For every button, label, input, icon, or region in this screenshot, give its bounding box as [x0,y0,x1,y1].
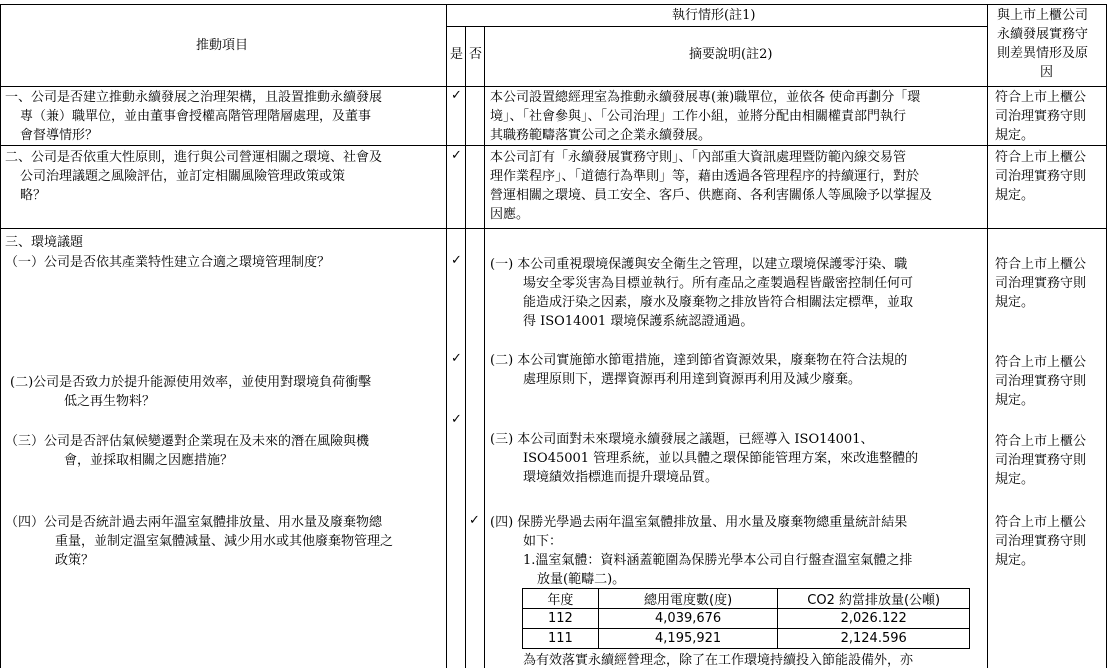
a1-line: 場安全零災害為目標並執行。所有產品之產製過程皆嚴密控制任何可 [523,276,914,291]
d1-line: 符合上市上櫃公 [995,257,1087,272]
d4-line: 符合上市上櫃公 [995,515,1087,530]
d3-line: 規定。 [995,472,1035,487]
header-diff-line: 因 [1040,65,1054,80]
d2-line: 規定。 [995,393,1035,408]
a3-line: (三) 本公司面對未來環境永續發展之議題，已經導入 ISO14001、 [490,432,874,447]
d3-line: 符合上市上櫃公 [995,434,1087,449]
row2-summary-line: 理作業程序」、「道德行為準則」等，藉由透過各管理程序的持續運行，對於 [490,169,920,184]
row2-diff-line: 符合上市上櫃公 [995,150,1087,165]
header-summary-label: 摘要說明(註2) [689,47,773,62]
row1-diff-line: 規定。 [995,128,1035,143]
d2-line: 符合上市上櫃公 [995,355,1087,370]
row2-item-line: 公司治理議題之風險評估，並訂定相關風險管理政策或策 [20,169,346,184]
row1-summary-line: 境」、「社會參與」、「公司治理」工作小組，並將分配由相關權責部門執行 [490,109,907,124]
a1-line: (一) 本公司重視環境保護與安全衛生之管理，以建立環境保護零汙染、職 [490,257,908,272]
q3-item-line: 會，並採取相關之因應措施？ [64,453,234,468]
row2-item-line: 略？ [20,188,47,203]
table-row [523,609,970,629]
ghg-cell-electricity: 4,039,676 [598,609,778,629]
header-no-label: 否 [469,47,483,62]
row2-item-line: 二、公司是否依重大性原則，進行與公司營運相關之環境、社會及 [5,150,383,165]
ghg-col-co2: CO2 約當排放量(公噸) [778,589,970,609]
a1-line: 能造成汙染之因素，廢水及廢棄物之排放皆符合相關法定標準，並取 [523,295,914,310]
ghg-cell-year: 112 [523,609,599,629]
row1-item-line: 一、公司是否建立推動永續發展之治理架構，且設置推動永續發展 [5,90,383,105]
ghg-cell-co2: 2,124.596 [778,629,970,649]
q3-yes-check-icon: ✓ [451,412,462,427]
row2-summary-line: 因應。 [490,207,530,222]
row1-diff-line: 符合上市上櫃公 [995,90,1087,105]
header-diff-line: 則差異情形及原 [997,46,1089,61]
q4-no-check-icon: ✓ [469,513,480,528]
ghg-cell-co2: 2,026.122 [778,609,970,629]
a4-line: (四) 保勝光學過去兩年溫室氣體排放量、用水量及廢棄物總重量統計結果 [490,515,908,530]
q4-item-line: 重量，並制定溫室氣體減量、減少用水或其他廢棄物管理之 [55,534,394,549]
a3-line: ISO45001 管理系統，並以具體之環保節能管理方案，來改進整體的 [523,451,919,466]
row1-summary-line: 本公司設置總經理室為推動永續發展專(兼)職單位，並依各 使命再劃分「環 [490,90,921,105]
q3-item-line: （三）公司是否評估氣候變遷對企業現在及未來的潛在風險與機 [5,434,370,449]
row3-heading: 三、環境議題 [5,235,84,250]
q1-item-line: （一）公司是否依其產業特性建立合適之環境管理制度？ [5,255,331,270]
q2-yes-check-icon: ✓ [451,351,462,366]
d2-line: 司治理實務守則 [995,374,1087,389]
a4-sub-line: 放量(範疇二)。 [537,572,626,587]
ghg-cell-electricity: 4,195,921 [598,629,778,649]
a4-sub-line: 1.溫室氣體：資料涵蓋範圍為保勝光學本公司自行盤查溫室氣體之排 [523,553,913,568]
q1-yes-check-icon: ✓ [451,253,462,268]
header-diff-line: 永續發展實務守 [997,27,1089,42]
row2-summary-line: 營運相關之環境、員工安全、客戶、供應商、各利害關係人等風險予以掌握及 [490,188,933,203]
row1-diff-line: 司治理實務守則 [995,109,1087,124]
header-item-label: 推動項目 [196,38,249,53]
row2-diff-line: 司治理實務守則 [995,169,1087,184]
q2-item-line: 低之再生物料？ [64,394,156,409]
q2-item-line: (二)公司是否致力於提升能源使用效率，並使用對環境負荷衝擊 [10,375,372,390]
ghg-col-year: 年度 [523,589,599,609]
ghg-emissions-table [522,588,970,649]
d1-line: 司治理實務守則 [995,276,1087,291]
ghg-table-header-row [523,589,970,609]
table-row [523,629,970,649]
row1-item-line: 專（兼）職單位，並由董事會授權高階管理階層處理，及董事 [20,109,372,124]
row2-diff-line: 規定。 [995,188,1035,203]
row2-yes-check-icon: ✓ [451,148,462,163]
d4-line: 規定。 [995,553,1035,568]
a4-line: 如下： [523,534,563,549]
row2-summary-line: 本公司訂有「永續發展實務守則」、「內部重大資訊處理暨防範內線交易管 [490,150,907,165]
d1-line: 規定。 [995,295,1035,310]
a3-line: 環境績效指標進而提升環境品質。 [523,470,719,485]
a1-line: 得 ISO14001 環境保護系統認證通過。 [523,314,754,329]
ghg-cell-year: 111 [523,629,599,649]
row1-summary-line: 其職務範疇落實公司之企業永續發展。 [490,128,712,143]
row1-yes-check-icon: ✓ [451,88,462,103]
d3-line: 司治理實務守則 [995,453,1087,468]
q4-item-line: （四）公司是否統計過去兩年溫室氣體排放量、用水量及廢棄物總 [5,515,383,530]
header-yes-label: 是 [450,47,464,62]
header-exec-label: 執行情形(註1) [672,8,756,23]
ghg-col-electricity: 總用電度數(度) [598,589,778,609]
q4-item-line: 政策？ [55,553,95,568]
d4-line: 司治理實務守則 [995,534,1087,549]
a2-line: (二) 本公司實施節水節電措施，達到節省資源效果，廢棄物在符合法規的 [490,353,908,368]
row1-item-line: 會督導情形？ [20,128,99,143]
a4-tail-line: 為有效落實永續經營理念，除了在工作環境持續投入節能設備外，亦 [523,653,914,668]
header-diff-line: 與上市上櫃公司 [997,8,1089,23]
a2-line: 處理原則下，選擇資源再利用達到資源再利用及減少廢棄。 [523,372,862,387]
